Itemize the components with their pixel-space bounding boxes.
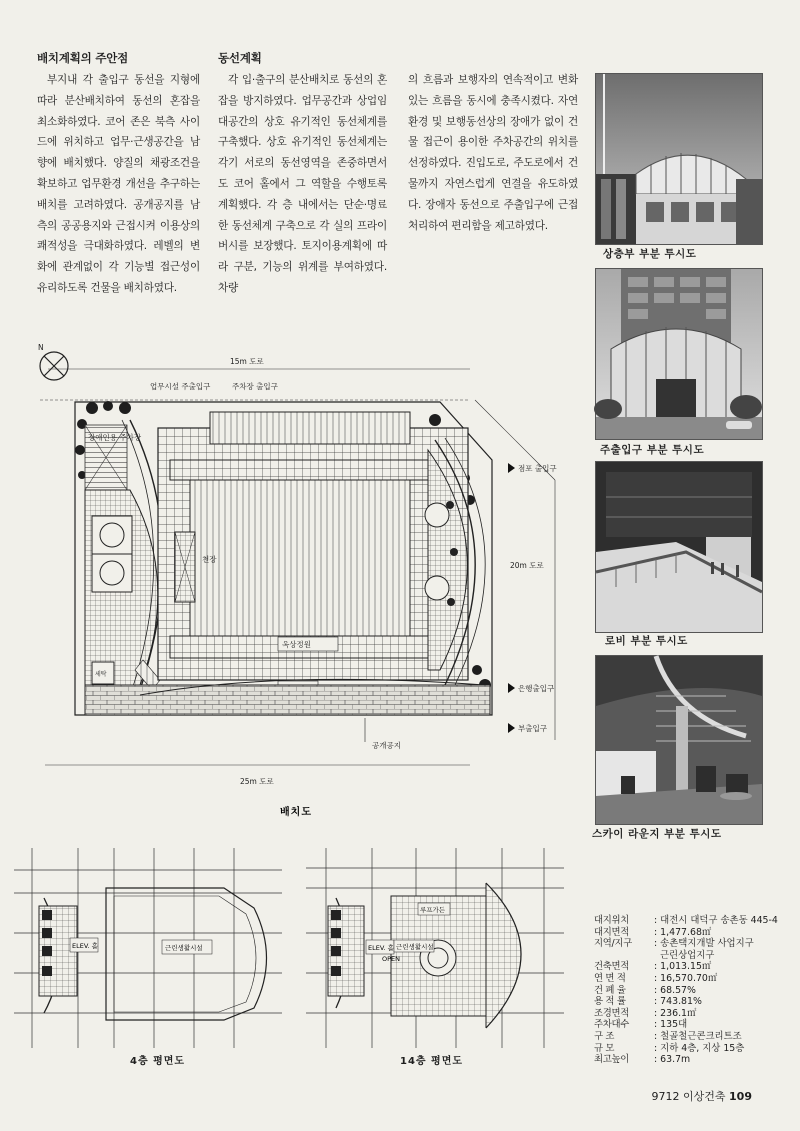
parking-entrance-label: 주차장 출입구 <box>232 382 278 391</box>
north-arrow-icon <box>38 343 68 380</box>
north-label: N <box>38 343 44 352</box>
spec-row: 지역/지구 : 송촌택지개발 사업지구 <box>594 938 754 950</box>
spec-row: 주차대수 : 135대 <box>594 1019 688 1031</box>
spec-row: 건축면적 : 1,013.15㎡ <box>594 961 712 973</box>
floor4-caption: 4층 평면도 <box>130 1056 186 1067</box>
photo-caption-4: 스카이 라운지 부분 투시도 <box>592 828 722 840</box>
magazine-name: 이상건축 <box>683 1090 726 1103</box>
photo-caption-1: 상층부 부분 투시도 <box>603 248 697 260</box>
f14-elev-label: ELEV. 홀 <box>368 944 394 952</box>
public-space-label: 공개공지 <box>372 741 401 750</box>
f4-room-label: 근린생활시설 <box>165 944 203 952</box>
sub-entrance-label: 부출입구 <box>518 724 547 733</box>
disabled-parking-label: 장애인용 주차장 <box>88 433 142 442</box>
col3-body: 의 흐름과 보행자의 연속적이고 변화있는 흐름을 동시에 충족시켰다. 자연환경 및 보행동선상의 장애가 없이 건물 접근이 용이한 주차공간의 위치를 선정하였다. 진입도로, 주도로에서 건물까지 자연스럽게 연결을 유도하였다. 장애자 동선으로 주출입구에 근접처리하여 편리함을 제고하였다. <box>408 74 578 232</box>
rooftop-garden-label: 옥상정원 <box>282 640 311 649</box>
floor14-caption: 14층 평면도 <box>400 1056 464 1067</box>
bank-entrance-label: 은행출입구 <box>518 684 555 693</box>
spec-row: 연 면 적 : 16,570.70㎡ <box>594 972 718 984</box>
spec-row: 용 적 률 : 743.81% <box>594 996 702 1008</box>
site-plan <box>30 340 590 818</box>
spec-row: 규 모 : 지하 4층, 지상 15층 <box>594 1042 745 1054</box>
small-room-label: 세탁 <box>95 671 107 678</box>
spec-row: 대지면적 : 1,477.68㎡ <box>594 926 712 938</box>
project-specs <box>594 915 799 1066</box>
photo-caption-2: 주출입구 부분 투시도 <box>600 444 705 456</box>
page-footer <box>652 1088 752 1104</box>
issue-number: 9712 <box>651 1090 680 1103</box>
col2-body: 각 입·출구의 분산배치로 동선의 혼잡을 방지하였다. 업무공간과 상업임대공간의 상호 유기적인 동선체계를 구축했다. 상호 유기적인 동선체계는 각기 서로의 동선영역을 존중하면서도 코어 홀에서 그 역할을 수행토록 계획했다. 각 층 내에서는 단순·명료한 동선체계 구축으로 각 실의 프라이버시를 보장했다. 토지이용계획에 따라 구분, 기능의 위계를 부여하였다. 차량 <box>218 74 387 294</box>
text-column-3 <box>408 70 578 236</box>
photo-lobby <box>595 461 763 633</box>
page-number: 109 <box>729 1090 752 1103</box>
f14-deck-label: 루프가든 <box>420 906 446 914</box>
entrance-arrow-icon <box>508 723 515 733</box>
floor-plan-14f <box>306 848 564 1048</box>
text-column-2 <box>218 48 387 299</box>
col1-heading: 배치계획의 주안점 <box>37 51 129 65</box>
skylight-label: 천장 <box>202 555 217 564</box>
f14-open-label: OPEN <box>382 955 401 963</box>
spec-row: 구 조 : 철골철근콘크리트조 <box>594 1030 742 1042</box>
road-east-label: 20m 도로 <box>510 561 544 570</box>
spec-row: 대지위치 : 대전시 대덕구 송촌동 445-4 <box>594 915 778 926</box>
spec-row: 건 폐 율 : 68.57% <box>594 984 696 996</box>
spec-row: 조경면적 : 236.1㎡ <box>594 1007 697 1019</box>
entrance-arrow-icon <box>508 683 515 693</box>
photo-main-entrance <box>595 268 763 440</box>
photo-caption-3: 로비 부분 투시도 <box>605 635 688 647</box>
office-entrance-label: 업무시설 주출입구 <box>150 382 211 391</box>
f14-room-label: 근린생활시설 <box>396 943 434 951</box>
col2-heading: 동선계획 <box>218 51 262 65</box>
f4-elev-label: ELEV. 홀 <box>72 942 98 950</box>
road-north-label: 15m 도로 <box>230 357 264 366</box>
col1-body: 부지내 각 출입구 동선을 지형에 따라 분산배치하여 동선의 혼잡을 최소화하였다. 코어 존은 북측 사이드에 위치하고 업무·근생공간을 남향에 배치했다. 양질의 채광조건을 확보하고 업무환경 개선을 추구하는 배치를 고려하였다. 공개공지를 남측의 공공용지와 근접시켜 이용상의 쾌적성을 극대화하였다. 레벨의 변화에 관계없이 각 기능별 접근성이 유리하도록 건물을 배치하였다. <box>37 74 200 294</box>
entrance-arrow-icon <box>508 463 515 473</box>
text-column-1 <box>37 48 200 299</box>
road-south-label: 25m 도로 <box>240 777 274 786</box>
floor-plan-4f <box>14 848 282 1048</box>
photo-upper-floors <box>595 73 763 245</box>
photo-sky-lounge <box>595 655 763 825</box>
spec-row: 근린상업지구 <box>659 949 715 961</box>
store-entrance-label: 점포 출입구 <box>518 464 557 473</box>
spec-row: 최고높이 : 63.7m <box>594 1054 691 1066</box>
site-plan-caption: 배치도 <box>280 807 312 818</box>
